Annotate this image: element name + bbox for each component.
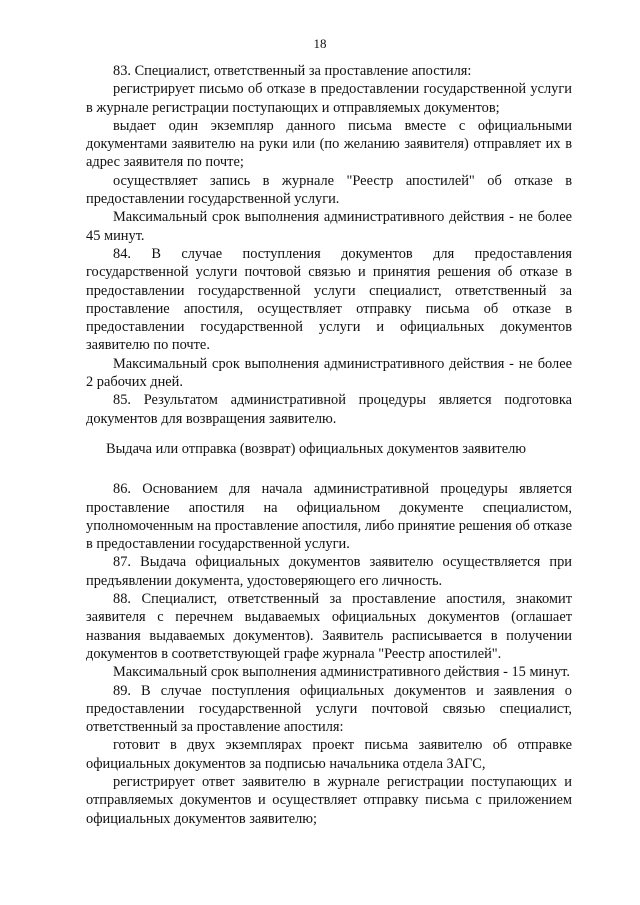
paragraph-83-record: осуществляет запись в журнале "Реестр апостилей" об отказе в предоставлении государственной услуги. [86,172,572,208]
paragraph-84-deadline: Максимальный срок выполнения административного действия - не более 2 рабочих дней. [86,355,572,391]
paragraph-83-issue: выдает один экземпляр данного письма вместе с официальными документами заявителю на руки или (по желанию заявителя) отправляет их в адрес заявителя по почте; [86,117,572,171]
paragraph-83-deadline: Максимальный срок выполнения административного действия - не более 45 минут. [86,209,572,244]
paragraph-86: 86. Основанием для начала административной процедуры является проставление апостиля на официальном документе специалистом, уполномоченным на проставление апостиля, либо принятие решения об отказе в предоставлении государственной услуги. [86,481,572,553]
page-number: 18 [313,36,327,51]
paragraph-89-register: регистрирует ответ заявителю в журнале регистрации поступающих и отправляемых документов и осуществляет отправку письма с приложением официальных документов заявителю; [86,773,572,827]
paragraph-88: 88. Специалист, ответственный за проставление апостиля, знакомит заявителя с перечнем выдаваемых официальных документов (оглашает названия выдаваемых документов). Заявитель расписывается в получении документов в соответствующей графе журнала "Реестр апостилей". [86,591,572,662]
paragraph-88-deadline: Максимальный срок выполнения административного действия - 15 минут. [113,664,570,681]
paragraph-83: 83. Специалист, ответственный за проставление апостиля: [113,63,472,79]
paragraph-89-prepare: готовит в двух экземплярах проект письма заявителю об отправке официальных документов за подписью начальника отдела ЗАГС, [86,737,572,772]
section-heading: Выдача или отправка (возврат) официальных документов заявителю [106,440,527,457]
paragraph-83-register: регистрирует письмо об отказе в предоставлении государственной услуги в журнале регистрации поступающих и отправляемых документов; [86,81,572,116]
paragraph-85: 85. Результатом административной процедуры является подготовка документов для возвращения заявителю. [86,392,572,427]
paragraph-89: 89. В случае поступления официальных документов и заявления о предоставлении государственной услуги почтовой связью специалист, ответственный за проставление апостиля: [86,682,572,736]
paragraph-84: 84. В случае поступления документов для предоставления государственной услуги почтовой связью и принятия решения об отказе в предоставлении государственной услуги специалист, ответственный за проставление апостиля, осуществляет отправку письма об отказе в предоставлении государственной услуги и официальных документов заявителю по почте. [86,245,572,354]
paragraph-87: 87. Выдача официальных документов заявителю осуществляется при предъявлении документа, удостоверяющего его личность. [86,554,572,589]
document-body [86,62,572,828]
